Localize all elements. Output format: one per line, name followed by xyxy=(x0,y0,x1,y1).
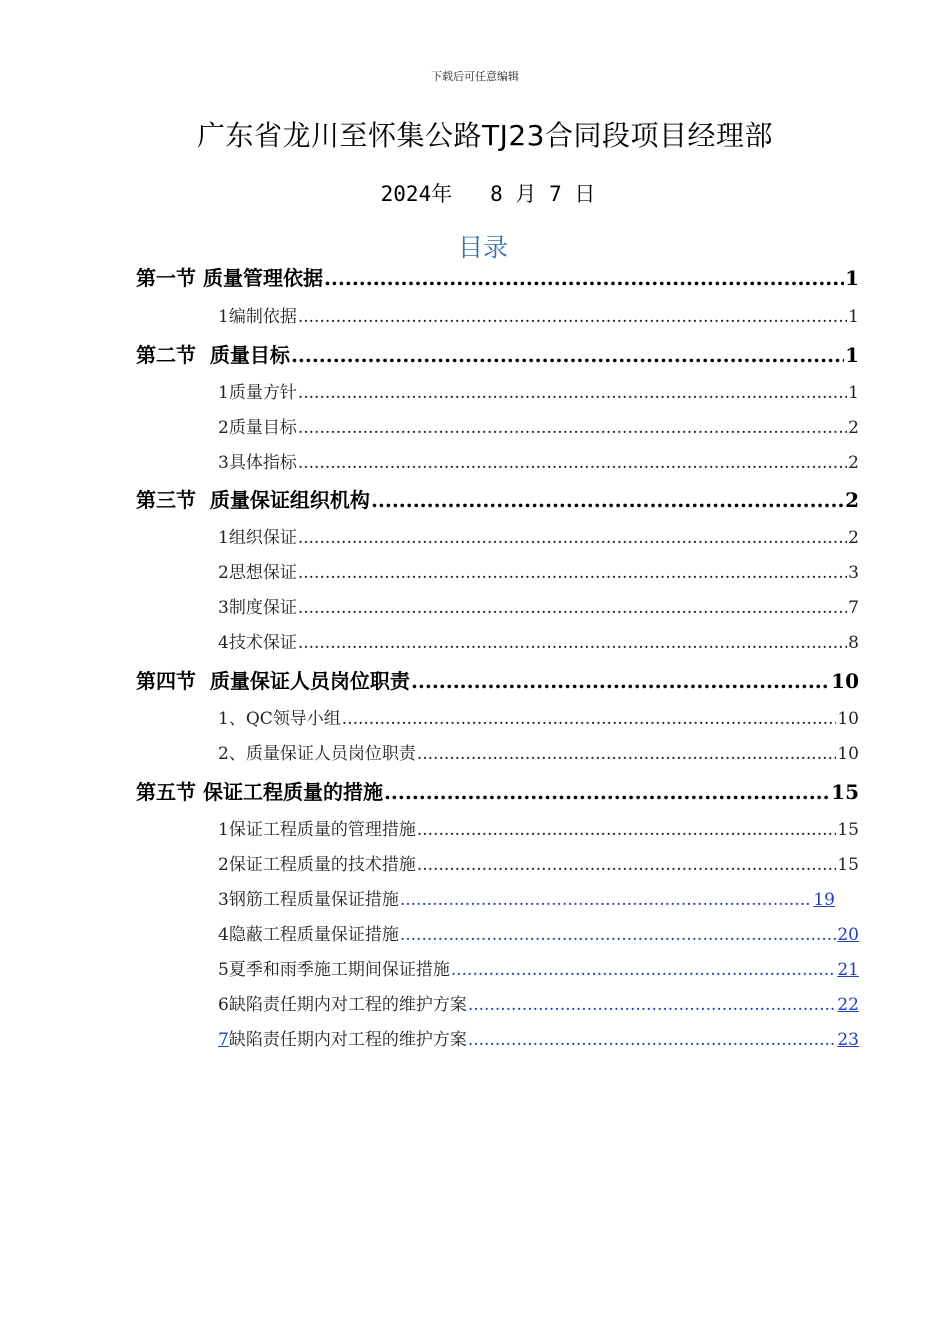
toc-leader-link[interactable] xyxy=(400,925,837,945)
toc-entry-label: 6缺陷责任期内对工程的维护方案 xyxy=(218,995,467,1015)
toc-entry-page: 10 xyxy=(837,744,859,764)
document-date: 2024年 8 月 7 日 xyxy=(380,182,596,206)
toc-entry-label: 3制度保证 xyxy=(218,598,297,618)
toc-entry-label: 第三节 质量保证组织机构 xyxy=(136,488,370,512)
toc-entry-page: 10 xyxy=(831,669,859,693)
toc-entry-page: 2 xyxy=(848,528,859,548)
toc-entry[interactable] xyxy=(136,484,859,513)
toc-entry-page: 1 xyxy=(845,343,859,367)
toc-entry-label: 1质量方针 xyxy=(218,383,297,403)
toc-entry-label: 1、QC领导小组 xyxy=(218,709,341,729)
toc-entry-label: 2保证工程质量的技术措施 xyxy=(218,855,416,875)
toc-entry[interactable] xyxy=(136,262,859,291)
toc-entry-page: 2 xyxy=(848,453,859,473)
toc-entry-label: 3具体指标 xyxy=(218,453,297,473)
header-note: 下载后可任意编辑 xyxy=(431,70,519,83)
toc-entry[interactable] xyxy=(218,815,859,840)
toc-entry[interactable] xyxy=(218,378,859,403)
toc-entry[interactable] xyxy=(218,413,859,438)
toc-entry-page: 1 xyxy=(848,307,859,327)
toc-entry-page: 15 xyxy=(831,780,859,804)
toc-entry-label: 第二节 质量目标 xyxy=(136,343,290,367)
toc-entry-page: 2 xyxy=(845,488,859,512)
toc-entry-label: 2质量目标 xyxy=(218,418,297,438)
toc-entry[interactable] xyxy=(218,448,859,473)
toc-entry[interactable] xyxy=(136,776,859,805)
document-title: 广东省龙川至怀集公路TJ23合同段项目经理部 xyxy=(197,119,773,152)
toc-entry-label: 3钢筋工程质量保证措施 xyxy=(218,890,399,910)
toc-entry[interactable] xyxy=(218,739,859,764)
toc-entry[interactable] xyxy=(136,665,859,694)
toc-entry-page: 10 xyxy=(837,709,859,729)
toc-entry-page: 1 xyxy=(848,383,859,403)
toc-entry-page: 2 xyxy=(848,418,859,438)
toc-entry[interactable] xyxy=(218,628,859,653)
toc-entry-label: 4技术保证 xyxy=(218,633,297,653)
toc-entry-page[interactable]: 19 xyxy=(813,890,835,910)
toc-entry-label: 2、质量保证人员岗位职责 xyxy=(218,744,416,764)
toc-leader-link[interactable] xyxy=(468,995,837,1015)
toc-heading: 目录 xyxy=(457,233,508,262)
toc-entry-link[interactable] xyxy=(218,920,859,945)
toc-entry[interactable] xyxy=(218,593,859,618)
toc-entry-link[interactable] xyxy=(218,990,859,1015)
toc-leader-link[interactable] xyxy=(451,960,837,980)
toc-entry-page: 1 xyxy=(845,266,859,290)
toc-entry-page: 7 xyxy=(848,598,859,618)
toc-entry-page[interactable]: 20 xyxy=(837,925,859,945)
toc-entry-page: 8 xyxy=(848,633,859,653)
toc-entry-link[interactable] xyxy=(218,1025,859,1050)
toc-entry-page[interactable]: 23 xyxy=(837,1030,859,1050)
toc-entry[interactable] xyxy=(218,523,859,548)
toc-entry-link[interactable] xyxy=(218,955,859,980)
toc-entry-label: 4隐蔽工程质量保证措施 xyxy=(218,925,399,945)
toc-leader-link[interactable] xyxy=(468,1030,837,1050)
toc-entry-page: 15 xyxy=(837,820,859,840)
toc-entry[interactable] xyxy=(136,339,859,368)
toc-entry-number-link[interactable]: 7 xyxy=(218,1030,229,1050)
toc-entry-label: 2思想保证 xyxy=(218,563,297,583)
toc-entry[interactable] xyxy=(218,850,859,875)
toc-entry-label: 缺陷责任期内对工程的维护方案 xyxy=(228,1030,467,1050)
toc-entry[interactable] xyxy=(218,558,859,583)
toc-entry-page: 15 xyxy=(837,855,859,875)
toc-entry-label: 1组织保证 xyxy=(218,528,297,548)
toc-entry-page[interactable]: 22 xyxy=(837,995,859,1015)
toc-entry-label: 第五节 保证工程质量的措施 xyxy=(136,780,383,804)
toc-entry-label: 第四节 质量保证人员岗位职责 xyxy=(136,669,410,693)
toc-entry-link[interactable] xyxy=(218,885,835,910)
toc-entry-label: 第一节 质量管理依据 xyxy=(136,266,323,290)
toc-entry-label: 5夏季和雨季施工期间保证措施 xyxy=(218,960,450,980)
toc-leader-link[interactable] xyxy=(400,890,813,910)
toc-entry-label: 1保证工程质量的管理措施 xyxy=(218,820,416,840)
toc-entry[interactable] xyxy=(218,302,859,327)
toc-entry-label: 1编制依据 xyxy=(218,307,297,327)
toc-entry-page[interactable]: 21 xyxy=(837,960,859,980)
toc-entry[interactable] xyxy=(218,704,859,729)
toc-entry-page: 3 xyxy=(848,563,859,583)
